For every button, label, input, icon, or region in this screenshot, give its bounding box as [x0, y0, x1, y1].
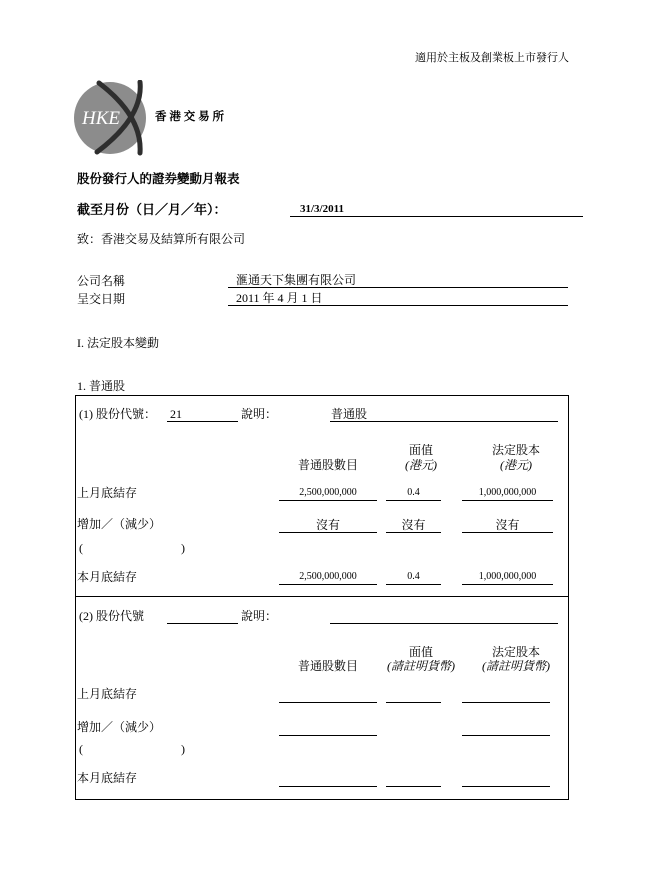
note-open-paren: (	[79, 742, 83, 756]
opening-capital-field: 1,000,000,000	[462, 486, 553, 501]
row-label-opening: 上月底結存	[77, 486, 138, 500]
opening-par-field: 0.4	[386, 486, 441, 501]
stock-code-field: 21	[167, 407, 238, 422]
description-field	[330, 609, 558, 624]
opening-capital-field	[462, 688, 550, 703]
header-capital-unit: (請註明貨幣)	[482, 659, 550, 673]
closing-capital-field	[462, 772, 550, 787]
stock-code-label: (1) 股份代號：	[79, 407, 156, 421]
change-shares-field	[279, 721, 377, 736]
header-capital: 法定股本	[491, 645, 540, 659]
stock-code-label: (2) 股份代號	[79, 609, 144, 623]
header-par-unit: (港元)	[405, 458, 437, 472]
change-par-field: 沒有	[386, 518, 441, 533]
header-par: 面值	[408, 443, 433, 457]
header-shares: 普通股數目	[297, 458, 358, 472]
row-label-opening: 上月底結存	[77, 687, 138, 701]
header-capital: 法定股本	[491, 443, 540, 457]
change-shares-field: 沒有	[279, 518, 377, 533]
opening-shares-field: 2,500,000,000	[279, 486, 377, 501]
change-capital-field: 沒有	[462, 518, 553, 533]
section-title: I. 法定股本變動	[77, 336, 159, 350]
note-open-paren: (	[79, 541, 83, 555]
logo-name: 香 港 交 易 所	[155, 111, 224, 123]
period-label: 截至月份（日／月／年）：	[77, 202, 227, 217]
company-label: 公司名稱	[77, 274, 126, 288]
closing-par-field	[386, 772, 441, 787]
header-par-unit: (請註明貨幣)	[387, 659, 455, 673]
closing-par-field: 0.4	[386, 570, 441, 585]
date-label: 呈交日期	[77, 292, 126, 306]
change-capital-field	[462, 721, 550, 736]
addressee: 致：香港交易及結算所有限公司	[77, 232, 246, 246]
closing-shares-field: 2,500,000,000	[279, 570, 377, 585]
note-close-paren: )	[181, 541, 185, 555]
company-field: 滙通天下集團有限公司	[228, 273, 568, 288]
description-label: 說明：	[241, 407, 278, 421]
period-field: 31/3/2011	[290, 202, 583, 217]
row-label-closing: 本月底結存	[77, 570, 138, 584]
description-field: 普通股	[330, 407, 558, 422]
row-label-change: 增加／（減少）	[77, 720, 162, 734]
closing-capital-field: 1,000,000,000	[462, 570, 553, 585]
form-title: 股份發行人的證券變動月報表	[77, 172, 240, 186]
share-class-block-1	[75, 395, 569, 597]
description-label: 說明：	[241, 609, 278, 623]
logo-mark: HKE	[82, 108, 120, 129]
header-par: 面值	[408, 645, 433, 659]
row-label-closing: 本月底結存	[77, 771, 138, 785]
stock-code-field	[167, 609, 238, 624]
share-class-block-2	[75, 597, 569, 800]
opening-par-field	[386, 688, 441, 703]
applicability-note: 適用於主板及創業板上市發行人	[415, 52, 569, 64]
section-subtitle: 1. 普通股	[77, 379, 126, 393]
closing-shares-field	[279, 772, 377, 787]
date-field: 2011 年 4 月 1 日	[228, 291, 568, 306]
row-label-change: 增加／（減少）	[77, 517, 162, 531]
note-close-paren: )	[181, 742, 185, 756]
opening-shares-field	[279, 688, 377, 703]
hkex-logo	[72, 80, 154, 160]
header-shares: 普通股數目	[297, 659, 358, 673]
header-capital-unit: (港元)	[500, 458, 532, 472]
